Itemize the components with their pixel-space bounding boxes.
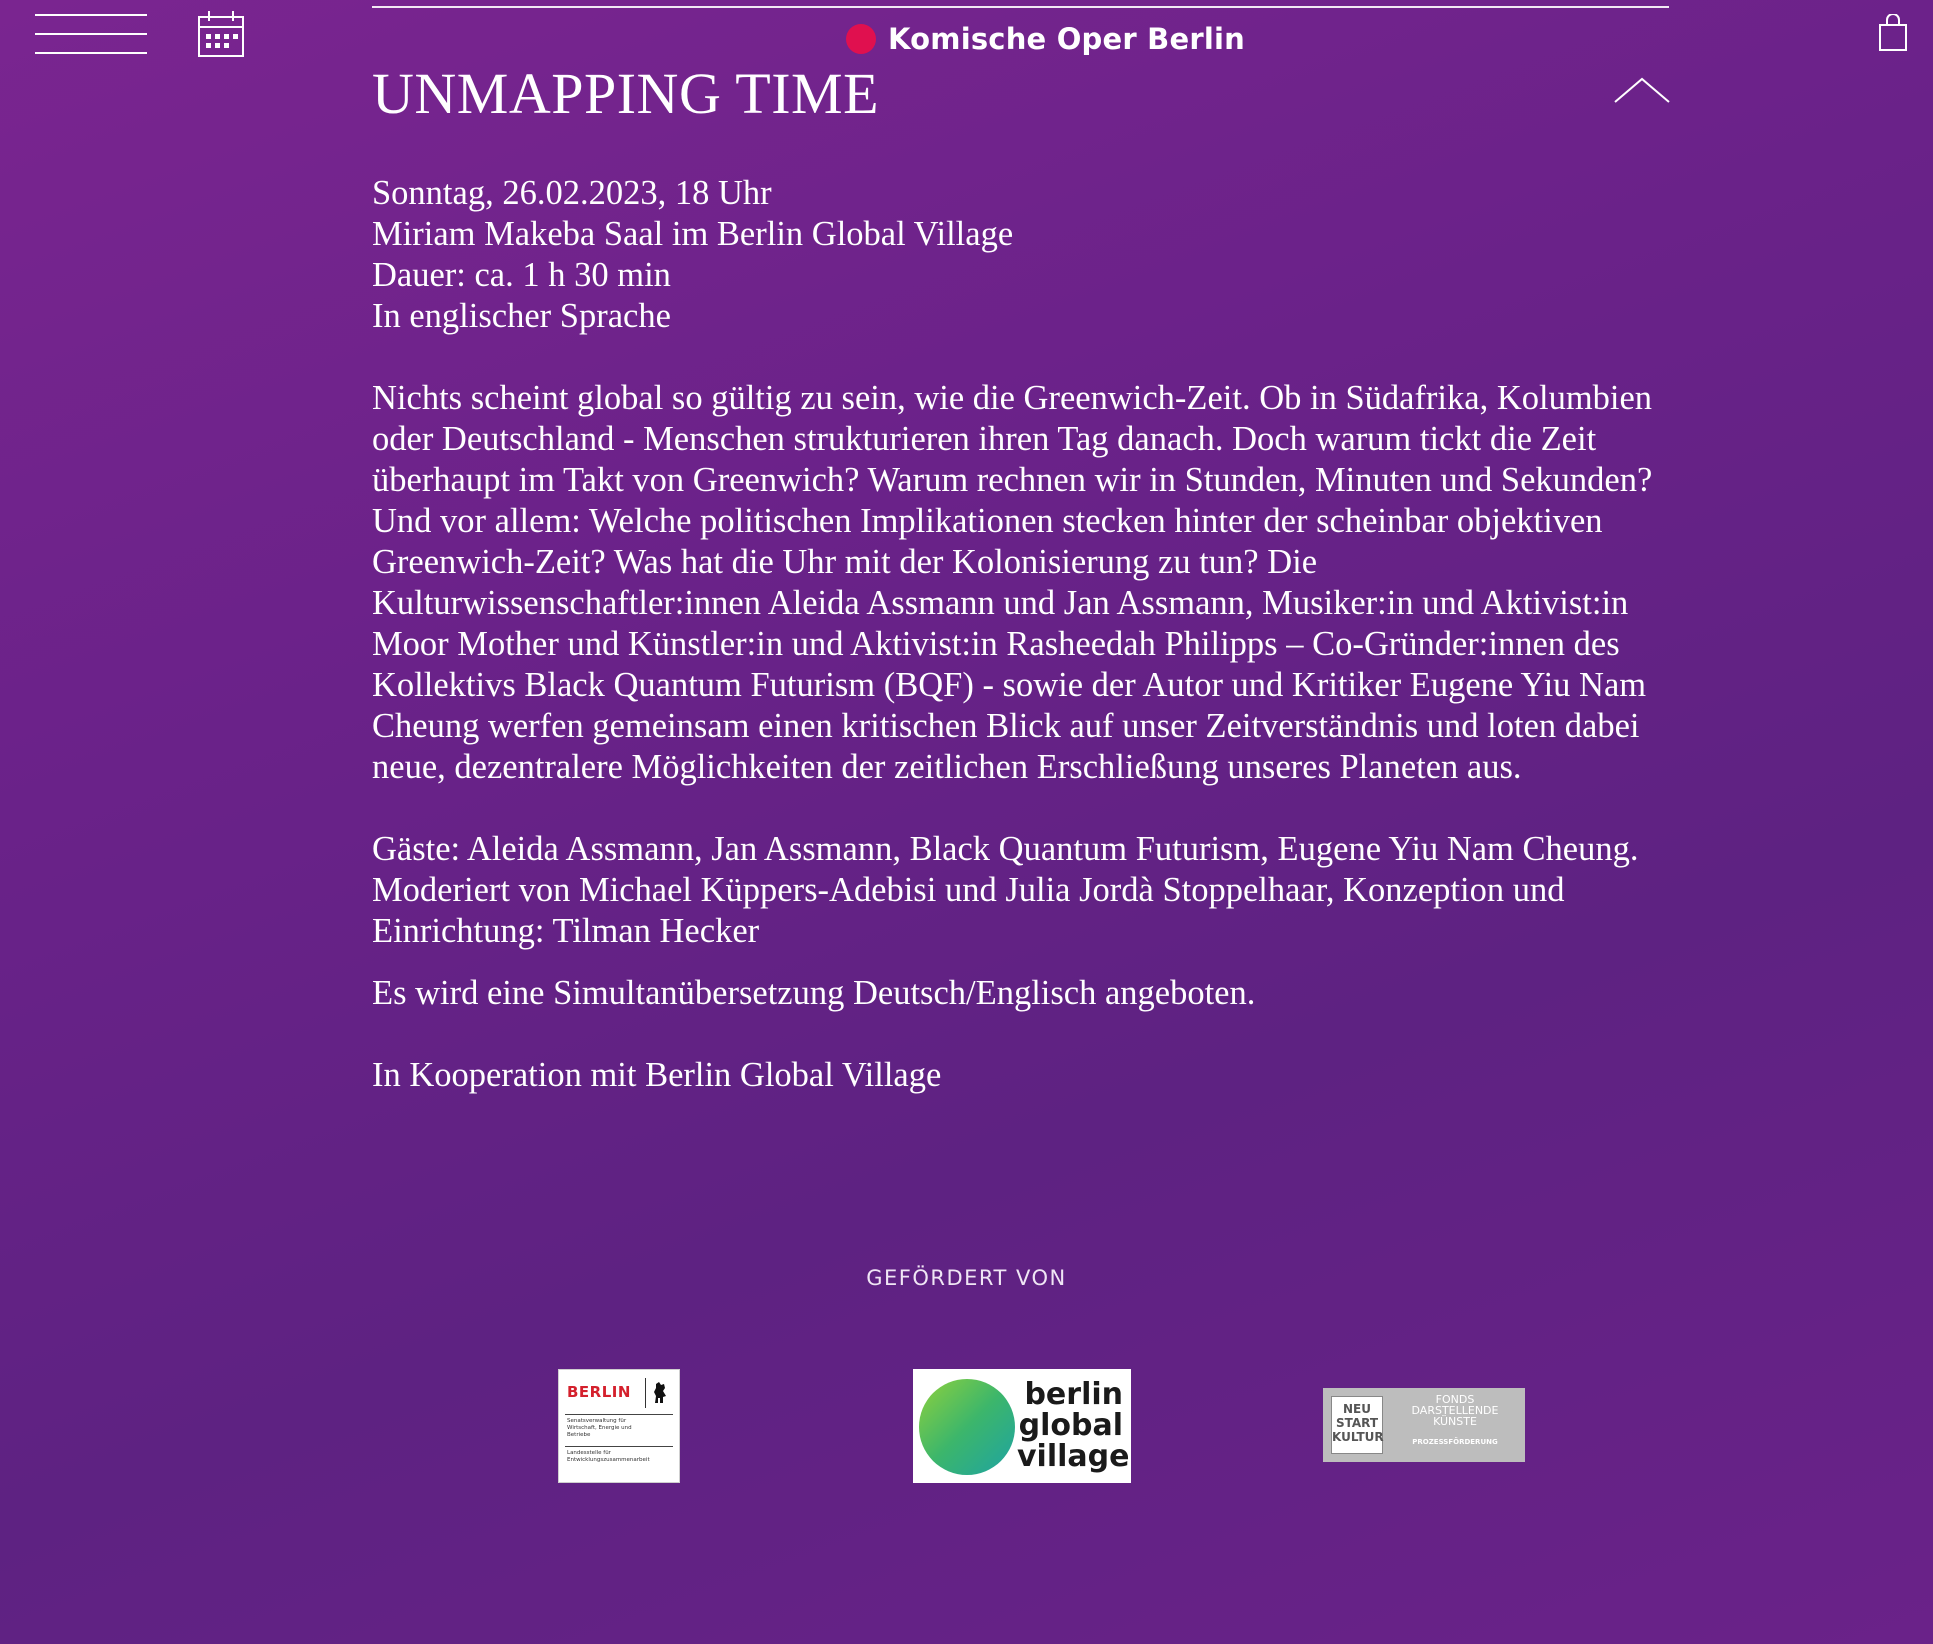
event-meta — [372, 173, 1682, 337]
neustart-word-2: START — [1335, 1416, 1379, 1430]
berlin-senate-logo[interactable] — [558, 1369, 680, 1483]
shopping-bag-icon[interactable] — [1878, 14, 1908, 52]
event-language: In englischer Sprache — [372, 297, 671, 335]
event-duration: Dauer: ca. 1 h 30 min — [372, 256, 671, 294]
neustart-kultur-badge — [1331, 1396, 1383, 1454]
brand-logo[interactable] — [846, 18, 1245, 60]
neustart-word-3: KULTUR — [1332, 1430, 1384, 1444]
chevron-up-icon[interactable] — [1614, 76, 1670, 104]
bgv-wordmark — [1017, 1377, 1130, 1474]
calendar-icon[interactable] — [197, 10, 245, 58]
event-guests: Gäste: Aleida Assmann, Jan Assmann, Black Quantum Futurism, Eugene Yiu Nam Cheung. Moderiert von Michael Küppers-Adebisi und Julia Jordà Stoppelhaar, Konzeption und Einrichtung: Tilman Hecker — [372, 830, 1639, 950]
bgv-circle-icon — [919, 1379, 1015, 1475]
sponsors-label: GEFÖRDERT VON — [866, 1266, 1067, 1290]
berlin-wordmark: BERLIN — [567, 1383, 631, 1401]
brand-dot-icon — [846, 24, 876, 54]
event-translation-note: Es wird eine Simultanübersetzung Deutsch/Englisch angeboten. — [372, 974, 1256, 1012]
berlin-senate-text: Senatsverwaltung für Wirtschaft, Energie und Betriebe — [567, 1418, 632, 1438]
event-cooperation: In Kooperation mit Berlin Global Village — [372, 1056, 942, 1094]
event-details — [372, 173, 1682, 1096]
fonds-word-1: FONDS — [1435, 1393, 1475, 1406]
fonds-darstellende-kuenste-text — [1393, 1394, 1517, 1427]
fonds-word-3: KÜNSTE — [1433, 1415, 1477, 1428]
neustart-word-1: NEU — [1343, 1402, 1371, 1416]
berlin-global-village-logo[interactable] — [913, 1369, 1131, 1483]
berlin-divider — [565, 1446, 673, 1447]
bgv-word-3: village — [1017, 1439, 1130, 1474]
fonds-word-2: DARSTELLENDE — [1411, 1404, 1499, 1417]
event-description: Nichts scheint global so gültig zu sein, wie die Greenwich-Zeit. Ob in Südafrika, Kolumbien oder Deutschland - Menschen strukturieren ihren Tag danach. Doch warum tickt die Zeit überhaupt im Takt von Greenwich? Warum rechnen wir in Stunden, Minuten und Sekunden? Und vor allem: Welche politischen Implikationen stecken hinter der scheinbar objektiven Greenwich-Zeit? Was hat die Uhr mit der Kolonisierung zu tun? Die Kulturwissenschaftler:innen Aleida Assmann und Jan Assmann, Musiker:in und Aktivist:in Moor Mother und Künstler:in und Aktivist:in Rasheedah Philipps – Co-Gründer:innen des Kollektivs Black Quantum Futurism (BQF) - sowie der Autor und Kritiker Eugene Yiu Nam Cheung werfen gemeinsam einen kritischen Blick auf unser Zeitverständnis und loten dabei neue, dezentralere Möglichkeiten der zeitlichen Erschließung unseres Planeten aus. — [372, 379, 1653, 786]
berlin-bear-icon — [645, 1378, 676, 1408]
berlin-office-text: Landesstelle für Entwicklungszusammenarbeit — [567, 1450, 650, 1463]
event-date: Sonntag, 26.02.2023, 18 Uhr — [372, 174, 772, 212]
berlin-divider — [565, 1414, 673, 1415]
event-venue: Miriam Makeba Saal im Berlin Global Village — [372, 215, 1014, 253]
bgv-word-1: berlin — [1024, 1377, 1123, 1412]
top-divider — [372, 6, 1669, 8]
prozessfoerderung-text: PROZESSFÖRDERUNG — [1412, 1438, 1498, 1446]
neustart-kultur-logo[interactable] — [1323, 1388, 1525, 1462]
event-title: UNMAPPING TIME — [372, 61, 880, 126]
hamburger-menu-icon[interactable] — [35, 14, 147, 54]
bgv-word-2: global — [1018, 1408, 1123, 1443]
brand-name: Komische Oper Berlin — [888, 22, 1245, 56]
